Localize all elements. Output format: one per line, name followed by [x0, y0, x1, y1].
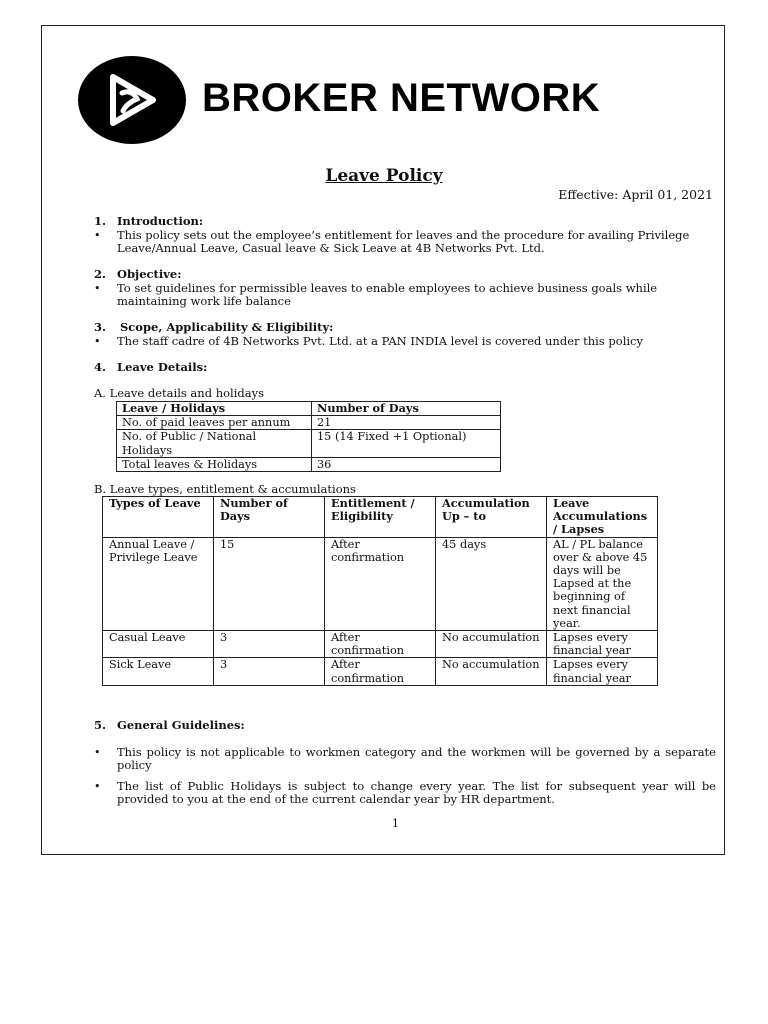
leave-types-table	[102, 496, 658, 686]
section-3-number: 3.	[94, 320, 107, 334]
table-cell: 21	[312, 416, 501, 430]
document-page	[41, 25, 725, 855]
section-5-heading: General Guidelines:	[117, 718, 245, 732]
table-cell: Lapses every financial year	[547, 631, 658, 658]
table-row	[117, 416, 501, 430]
table-cell: Casual Leave	[103, 631, 214, 658]
table-cell: No accumulation	[436, 658, 547, 685]
table-cell: 45 days	[436, 537, 547, 630]
table-header-cell: Types of Leave	[103, 497, 214, 538]
section-1-number: 1.	[94, 214, 107, 228]
bullet-icon: •	[94, 746, 101, 759]
table-cell: Sick Leave	[103, 658, 214, 685]
page-number: 1	[392, 817, 399, 830]
table-row	[117, 457, 501, 471]
table-b-caption: B. Leave types, entitlement & accumulations	[94, 482, 356, 496]
table-header-cell: Leave / Holidays	[117, 402, 312, 416]
leave-holidays-table	[116, 401, 501, 472]
table-header-row	[103, 497, 658, 538]
table-a-caption: A. Leave details and holidays	[94, 386, 265, 400]
table-cell: 15 (14 Fixed +1 Optional)	[312, 430, 501, 457]
page-title: Leave Policy	[325, 166, 443, 186]
table-cell: Total leaves & Holidays	[117, 457, 312, 471]
table-header-cell: Number of Days	[312, 402, 501, 416]
table-cell: Annual Leave / Privilege Leave	[103, 537, 214, 630]
table-cell: Lapses every financial year	[547, 658, 658, 685]
section-2-heading: Objective:	[117, 267, 182, 281]
table-cell: No accumulation	[436, 631, 547, 658]
table-cell: After confirmation	[325, 658, 436, 685]
bullet-icon: •	[94, 229, 101, 242]
section-3-text: The staff cadre of 4B Networks Pvt. Ltd. at a PAN INDIA level is covered under this policy	[117, 334, 643, 348]
table-cell: No. of Public / National Holidays	[117, 430, 312, 457]
table-cell: After confirmation	[325, 537, 436, 630]
table-row	[103, 658, 658, 685]
table-header-cell: Accumulation Up – to	[436, 497, 547, 538]
table-row	[117, 430, 501, 457]
section-4-number: 4.	[94, 360, 107, 374]
table-row	[103, 537, 658, 630]
table-header-cell: Number of Days	[214, 497, 325, 538]
section-1-text: This policy sets out the employee’s entitlement for leaves and the procedure for availing Privilege Leave/Annual Leave, Casual leave & Sick Leave at 4B Networks Pvt. Ltd.	[117, 228, 690, 256]
bullet-icon: •	[94, 780, 101, 793]
section-1-heading: Introduction:	[117, 214, 204, 228]
bullet-icon: •	[94, 335, 101, 348]
section-2-text: To set guidelines for permissible leaves to enable employees to achieve business goals while maintaining work life balance	[117, 281, 658, 309]
table-header-cell: Entitlement / Eligibility	[325, 497, 436, 538]
table-cell: 36	[312, 457, 501, 471]
table-header-row	[117, 402, 501, 416]
table-header-cell: Leave Accumulations / Lapses	[547, 497, 658, 538]
table-cell: 3	[214, 658, 325, 685]
table-cell: After confirmation	[325, 631, 436, 658]
table-row	[103, 631, 658, 658]
table-cell: 3	[214, 631, 325, 658]
section-4-heading: Leave Details:	[117, 360, 208, 374]
guideline-1-text: This policy is not applicable to workmen category and the workmen will be governed by a separate policy	[117, 745, 716, 773]
table-cell: 15	[214, 537, 325, 630]
bullet-icon: •	[94, 282, 101, 295]
broker-network-logo-icon	[77, 55, 187, 145]
table-cell: No. of paid leaves per annum	[117, 416, 312, 430]
section-2-number: 2.	[94, 267, 107, 281]
brand-name: BROKER NETWORK	[202, 76, 601, 120]
section-5-number: 5.	[94, 718, 107, 732]
section-3-heading: Scope, Applicability & Eligibility:	[120, 320, 334, 334]
effective-date: Effective: April 01, 2021	[558, 187, 713, 202]
table-cell: AL / PL balance over & above 45 days will be Lapsed at the beginning of next financial year.	[547, 537, 658, 630]
guideline-2-text: The list of Public Holidays is subject to change every year. The list for subsequent year will be provided to you at the end of the current calendar year by HR department.	[117, 779, 716, 807]
